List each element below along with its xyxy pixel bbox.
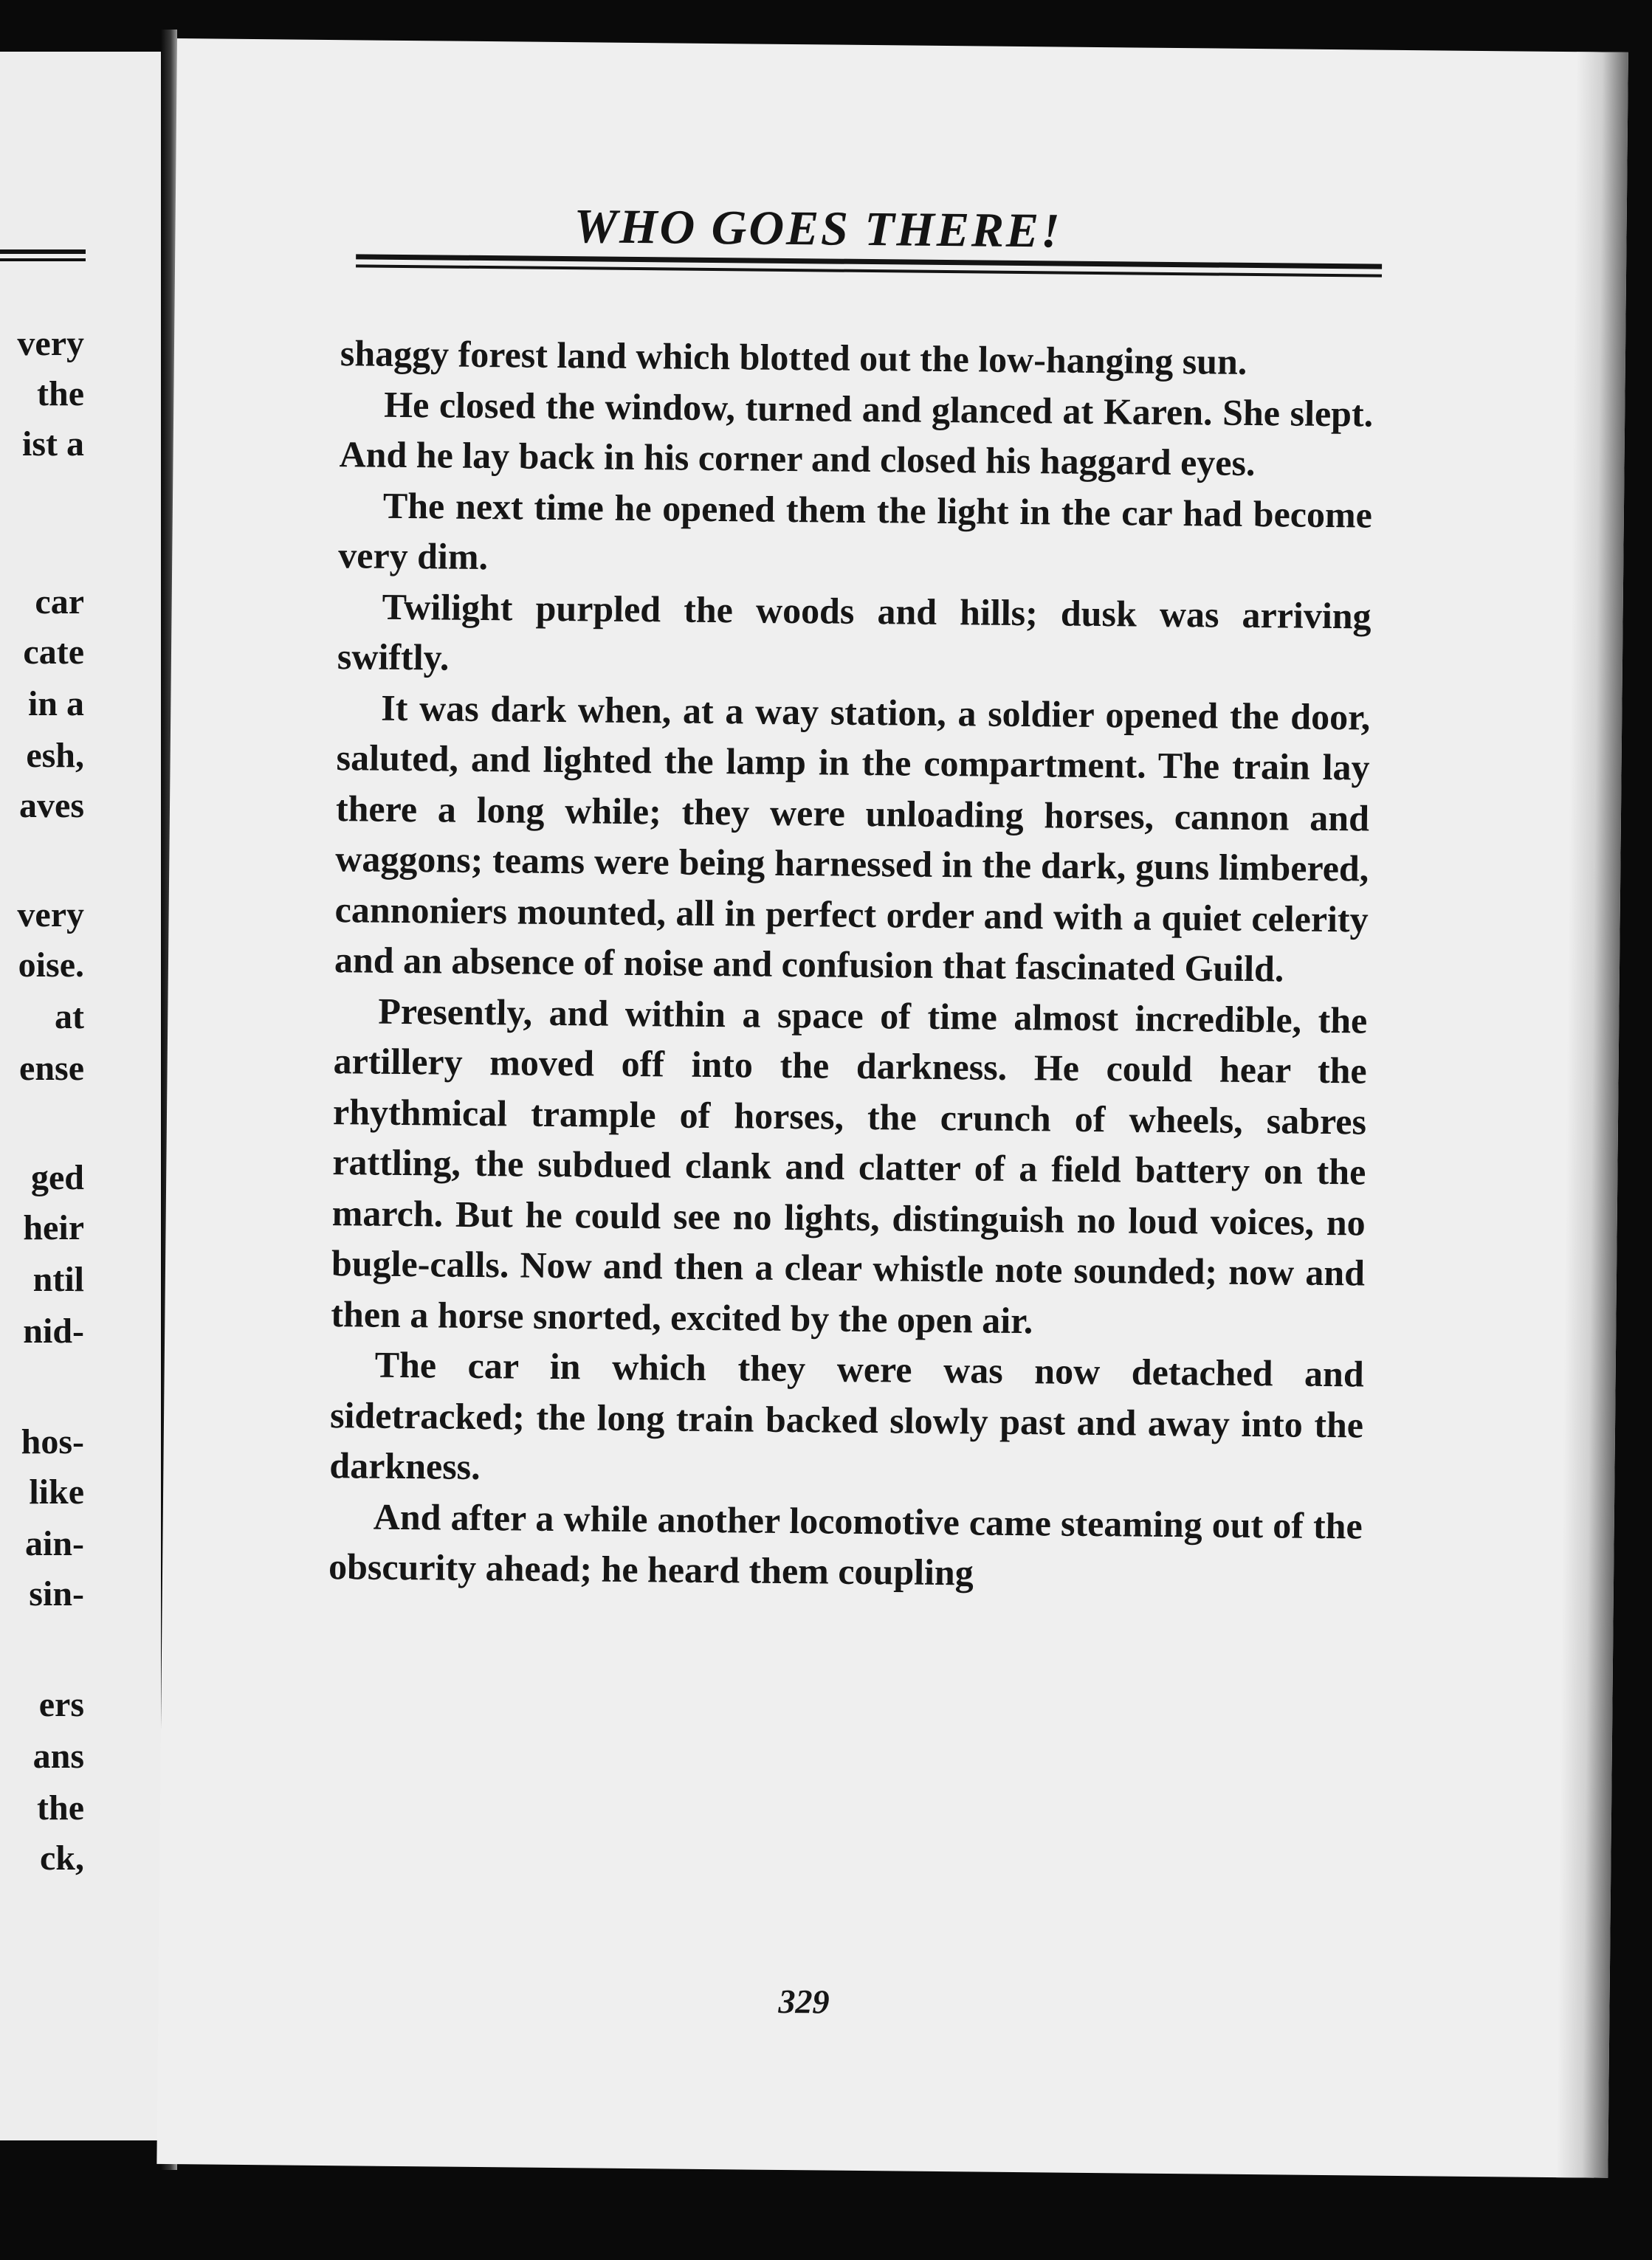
- body-text: [328, 328, 1374, 1602]
- facing-page-text: in a: [27, 684, 84, 723]
- paragraph: The car in which they were was now detached and sidetracked; the long train backed slowly past and away into the darkness.: [329, 1343, 1364, 1488]
- facing-page-text: aves: [19, 786, 84, 825]
- paragraph: He closed the window, turned and glanced at Karen. She slept. And he lay back in his corner and closed his haggard eyes.: [339, 383, 1374, 484]
- paragraph: shaggy forest land which blotted out the low-hanging sun.: [340, 332, 1247, 382]
- facing-page-text: car: [35, 582, 84, 621]
- paragraph: The next time he opened them the light in the car had become very dim.: [338, 484, 1373, 578]
- facing-page-text: ers: [38, 1685, 84, 1724]
- book-page: [156, 38, 1628, 2178]
- page-edge-shadow: [1556, 52, 1628, 2178]
- facing-page-rule: [0, 249, 86, 254]
- facing-page-text: sin-: [29, 1574, 84, 1613]
- paragraph: Presently, and within a space of time almost incredible, the artillery moved off into the darkness. He could hear the rhythmical trample of horses, the crunch of wheels, sabres rattling, the subdued clank and clatter of a field battery on the march. But he could see no lights, distinguish no loud voices, no bugle-calls. Now and then a clear whistle note sounded; now and then a horse snorted, excited by the open air.: [331, 990, 1368, 1341]
- facing-page-text: hos-: [21, 1422, 84, 1461]
- facing-page-text: very: [17, 895, 84, 934]
- facing-page-text: ain-: [24, 1524, 84, 1563]
- facing-page-fragment: [0, 52, 165, 2140]
- facing-page-text: ntil: [32, 1260, 84, 1299]
- facing-page-text: the: [37, 1788, 84, 1827]
- facing-page-text: heir: [23, 1208, 84, 1247]
- paragraph: And after a while another locomotive came steaming out of the obscurity ahead; he heard them coupling: [328, 1495, 1363, 1594]
- paragraph: It was dark when, at a way station, a soldier opened the door, saluted, and lighted the lamp in the compartment. The train lay there a long while; they were unloading horses, cannon and waggons; teams were being harnessed in the dark, guns limbered, cannoniers mounted, all in perfect order and with a quiet celerity and an absence of noise and confusion that fascinated Guild.: [334, 686, 1371, 990]
- facing-page-text: esh,: [26, 736, 84, 775]
- paragraph: Twilight purpled the woods and hills; dusk was arriving swiftly.: [337, 585, 1371, 678]
- facing-page-text: nid-: [23, 1312, 84, 1351]
- running-head: WHO GOES THERE!: [574, 199, 1063, 258]
- page-number: 329: [778, 1982, 830, 2021]
- facing-page-text: very: [17, 324, 84, 363]
- facing-page-text: oise.: [18, 945, 84, 985]
- facing-page-text: the: [37, 374, 84, 413]
- facing-page-text: ans: [32, 1737, 84, 1776]
- facing-page-text: ist a: [22, 424, 84, 464]
- facing-page-text: like: [29, 1472, 84, 1512]
- facing-page-rule: [0, 258, 86, 261]
- facing-page-text: ense: [19, 1049, 84, 1088]
- facing-page-text: at: [55, 997, 84, 1036]
- facing-page-text: ged: [31, 1158, 84, 1197]
- facing-page-text: ck,: [40, 1839, 84, 1878]
- facing-page-text: cate: [23, 633, 84, 672]
